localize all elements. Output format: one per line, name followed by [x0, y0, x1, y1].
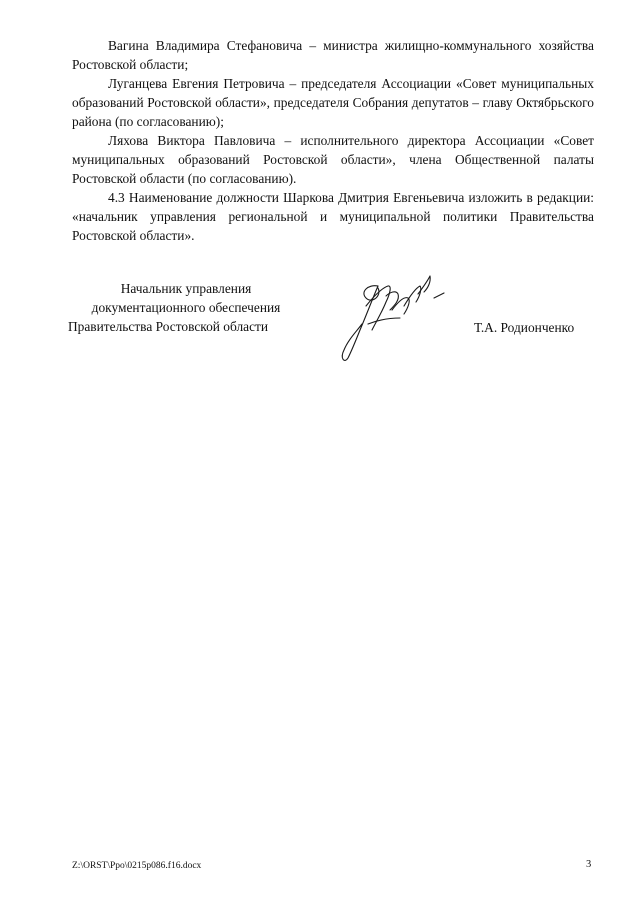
paragraph-item-4-3: 4.3 Наименование должности Шаркова Дмитрия Евгеньевича изложить в редакции: «начальник управления региональной и муниципальной политики Правительства Ростовской области».: [72, 190, 594, 243]
position-line-3: Правительства Ростовской области: [68, 319, 269, 334]
position-line-1: Начальник управления: [120, 281, 252, 296]
document-body: [72, 36, 594, 245]
signatory-position: [64, 279, 308, 336]
paragraph-lugantsev: Луганцева Евгения Петровича – председателя Ассоциации «Совет муниципальных образований Ростовской области», председателя Собрания депутатов – главу Октябрьского района (по согласованию);: [72, 76, 594, 129]
position-line-2: документационного обеспечения: [91, 300, 281, 315]
paragraph-vagin: Вагина Владимира Стефановича – министра жилищно-коммунального хозяйства Ростовской области;: [72, 38, 594, 72]
footer-file-path: Z:\ORST\Ppo\0215p086.f16.docx: [72, 861, 202, 871]
handwritten-signature: [338, 266, 456, 362]
signatory-name: Т.А. Родионченко: [474, 320, 575, 335]
paragraph-lyakhov: Ляхова Виктора Павловича – исполнительного директора Ассоциации «Совет муниципальных образований Ростовской области», члена Общественной палаты Ростовской области (по согласованию).: [72, 133, 594, 186]
page-number: 3: [586, 859, 592, 870]
